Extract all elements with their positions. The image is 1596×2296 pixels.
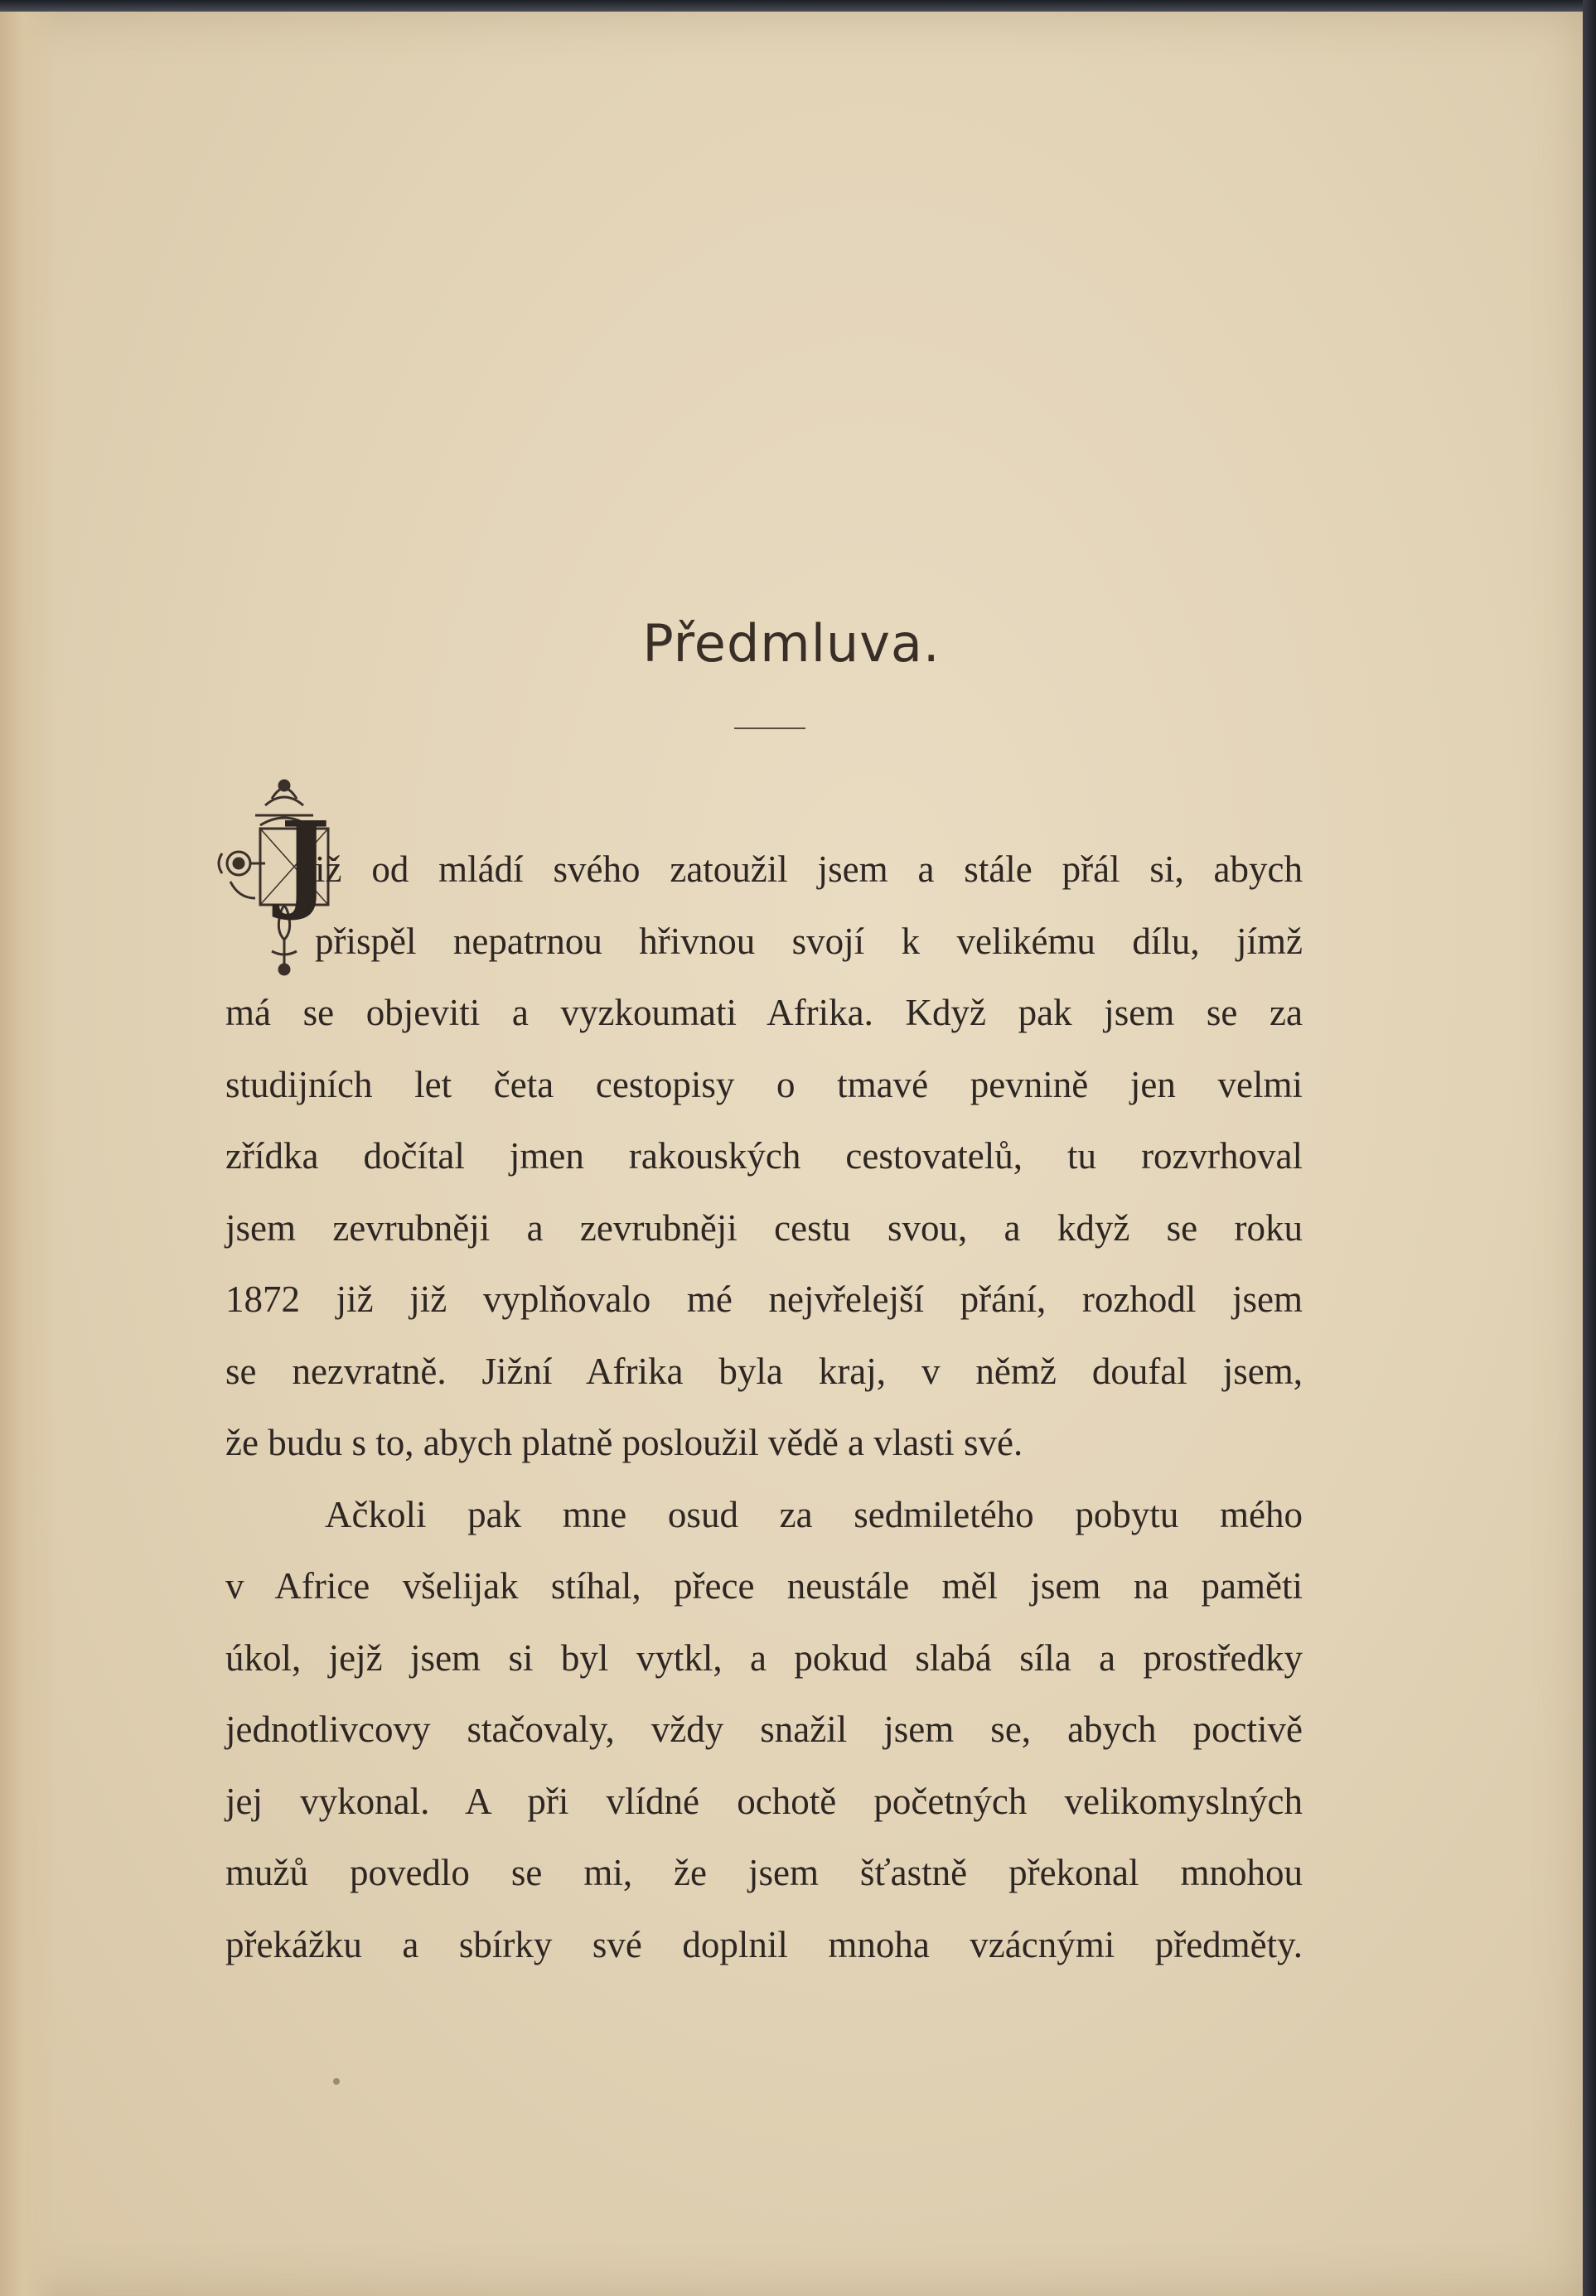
scanner-edge-top (0, 0, 1596, 12)
text-line: studijních let četa cestopisy o tmavé pevnině jen velmi (225, 1063, 1303, 1105)
page-gutter-shadow (0, 12, 58, 2296)
text-line: jej vykonal. A při vlídné ochotě početných velikomyslných (225, 1780, 1303, 1822)
title-rule (734, 727, 805, 729)
text-line: mužů povedlo se mi, že jsem šťastně překonal mnohou (225, 1852, 1303, 1893)
scanner-edge-right (1583, 0, 1596, 2296)
text-line: překážku a sbírky své doplnil mnoha vzácnými předměty. (225, 1923, 1303, 1965)
text-line: se nezvratně. Jižní Afrika byla kraj, v němž doufal jsem, (225, 1350, 1303, 1392)
text-line: jsem zevrubněji a zevrubněji cestu svou, a když se roku (225, 1206, 1303, 1249)
text-line: Ačkoli pak mne osud za sedmiletého pobytu mého (325, 1493, 1303, 1535)
ink-speck (333, 2078, 340, 2085)
text-line: přispěl nepatrnou hřivnou svojí k velikému dílu, jímž (315, 920, 1303, 962)
book-page (0, 12, 1583, 2296)
text-line: zřídka dočítal jmen rakouských cestovatelů, tu rozvrhoval (225, 1135, 1303, 1177)
page-title (0, 613, 1583, 674)
text-line: že budu s to, abych platně posloužil vědě a vlasti své. (225, 1422, 1023, 1463)
text-line: jednotlivcovy stačovaly, vždy snažil jsem se, abych poctivě (225, 1709, 1303, 1750)
drop-initial: J (280, 800, 331, 924)
text-line: má se objeviti a vyzkoumati Afrika. Když pak jsem se za (225, 992, 1303, 1033)
body-text (225, 834, 1303, 1980)
text-line: úkol, jejž jsem si byl vytkl, a pokud slabá síla a prostředky (225, 1636, 1303, 1679)
page-title-text: Předmluva. (642, 613, 941, 674)
text-line: iž od mládí svého zatoužil jsem a stále přál si, abych (315, 848, 1303, 890)
text-line: v Africe všelijak stíhal, přece neustále měl jsem na paměti (225, 1565, 1303, 1607)
text-line: 1872 již již vyplňovalo mé nejvřelejší přání, rozhodl jsem (225, 1279, 1303, 1320)
